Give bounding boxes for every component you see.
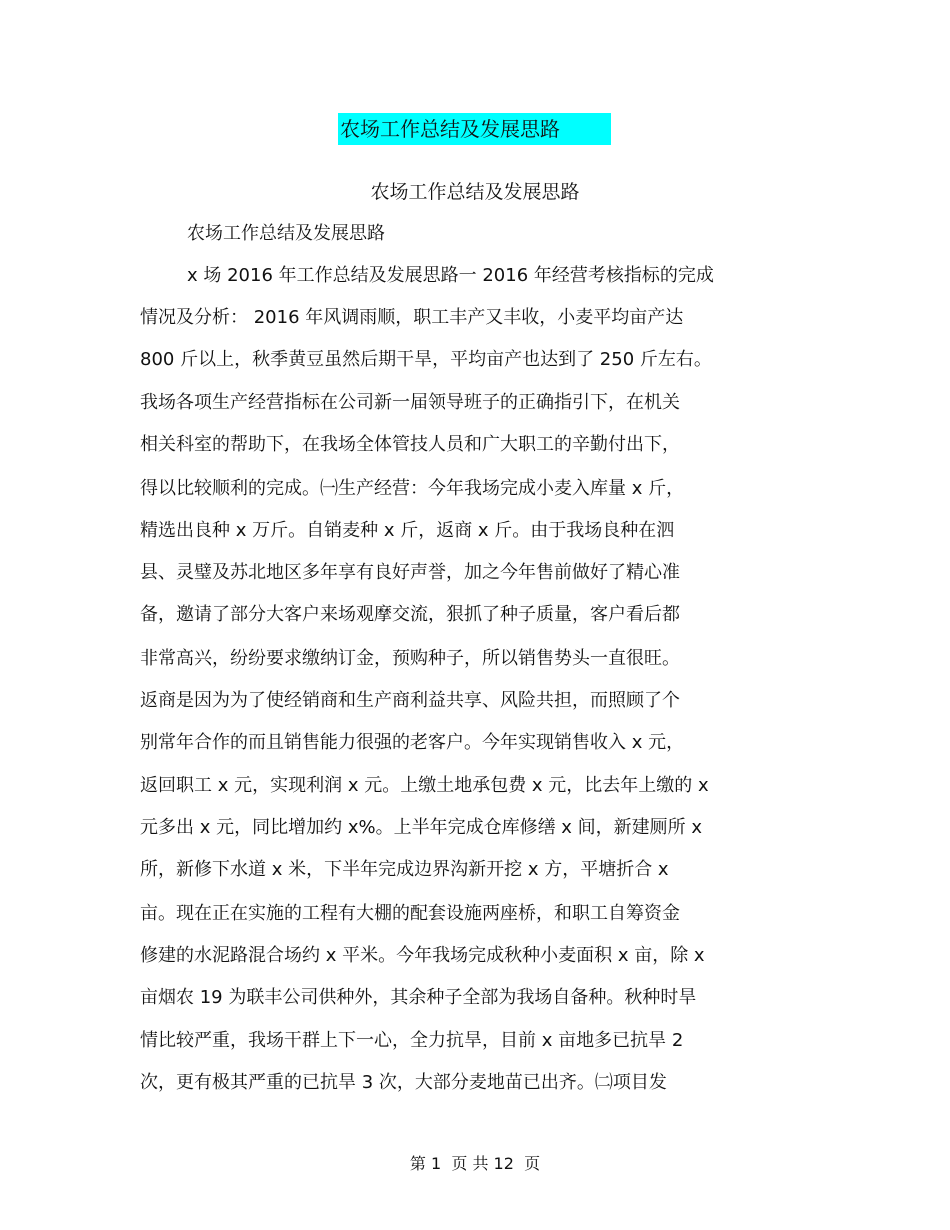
- body-line: 亩。现在正在实施的工程有大棚的配套设施两座桥，和职工自筹资金: [140, 903, 680, 924]
- body-line: 备，邀请了部分大客户来场观摩交流，狠抓了种子质量，客户看后都: [140, 604, 680, 625]
- body-line: 800 斤以上，秋季黄豆虽然后期干旱，平均亩产也达到了 250 斤左右。: [140, 349, 712, 370]
- body-line: 别常年合作的而且销售能力很强的老客户。今年实现销售收入 x 元，: [140, 732, 685, 753]
- body-line: 情比较严重，我场干群上下一心，全力抗旱，目前 x 亩地多已抗旱 2: [140, 1030, 684, 1051]
- page-number-footer: 第 1 页 共 12 页: [409, 1154, 541, 1173]
- body-line: 修建的水泥路混合场约 x 平米。今年我场完成秋种小麦面积 x 亩，除 x: [140, 945, 705, 966]
- body-line: 得以比较顺利的完成。㈠生产经营：今年我场完成小麦入库量 x 斤，: [140, 478, 685, 499]
- body-line: 元多出 x 元，同比增加约 x%。上半年完成仓库修缮 x 间，新建厕所 x: [140, 817, 703, 838]
- body-line: 县、灵璧及苏北地区多年享有良好声誉，加之今年售前做好了精心准: [140, 562, 680, 583]
- body-line: 相关科室的帮助下，在我场全体管技人员和广大职工的辛勤付出下，: [140, 434, 680, 455]
- body-line: 所，新修下水道 x 米，下半年完成边界沟新开挖 x 方，平塘折合 x: [140, 859, 669, 880]
- body-line: 我场各项生产经营指标在公司新一届领导班子的正确指引下，在机关: [140, 392, 680, 413]
- body-line: x 场 2016 年工作总结及发展思路一 2016 年经营考核指标的完成: [187, 265, 714, 286]
- body-line: 次，更有极其严重的已抗旱 3 次，大部分麦地苗已出齐。㈡项目发: [140, 1072, 667, 1093]
- document-subtitle: 农场工作总结及发展思路: [370, 181, 580, 203]
- body-line: 返商是因为为了使经销商和生产商利益共享、风险共担，而照顾了个: [140, 690, 680, 711]
- highlighted-title: 农场工作总结及发展思路: [338, 113, 611, 145]
- body-line: 非常高兴，纷纷要求缴纳订金，预购种子，所以销售势头一直很旺。: [140, 648, 680, 669]
- body-line: 农场工作总结及发展思路: [187, 223, 385, 244]
- body-line: 情况及分析： 2016 年风调雨顺，职工丰产又丰收，小麦平均亩产达: [140, 307, 684, 328]
- body-line: 精选出良种 x 万斤。自销麦种 x 斤，返商 x 斤。由于我场良种在泗: [140, 520, 675, 541]
- body-line: 返回职工 x 元，实现利润 x 元。上缴土地承包费 x 元，比去年上缴的 x: [140, 775, 709, 796]
- body-line: 亩烟农 19 为联丰公司供种外，其余种子全部为我场自备种。秋种时旱: [140, 987, 697, 1008]
